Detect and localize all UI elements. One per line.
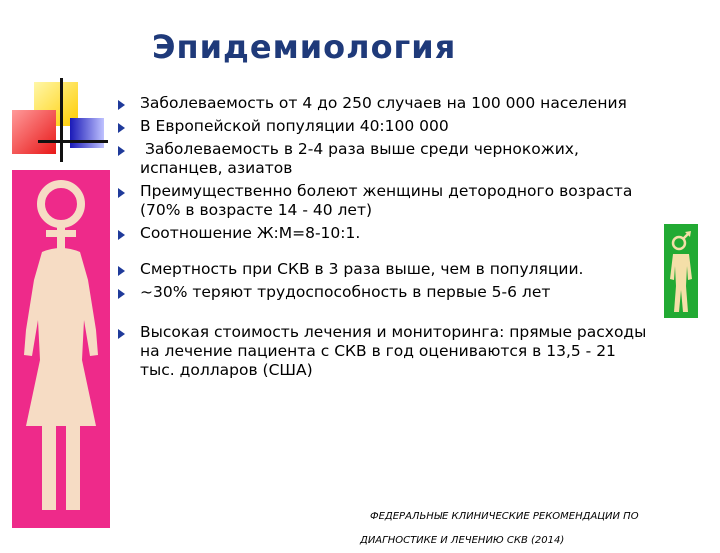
- bullet-text: Заболеваемость в 2-4 раза выше среди чернокожих, испанцев, азиатов: [140, 140, 584, 177]
- footnote-line-1: ФЕДЕРАЛЬНЫЕ КЛИНИЧЕСКИЕ РЕКОМЕНДАЦИИ ПО: [370, 511, 639, 522]
- list-item: [118, 140, 653, 178]
- bullet-marker-icon: [118, 266, 125, 276]
- list-item: [118, 260, 653, 279]
- bullet-marker-icon: [118, 188, 125, 198]
- list-item: [118, 323, 653, 380]
- bullet-marker-icon: [118, 100, 125, 110]
- bullet-list: [118, 94, 653, 380]
- bullet-text: Смертность при СКВ в 3 раза выше, чем в популяции.: [140, 260, 584, 278]
- bullet-marker-icon: [118, 329, 125, 339]
- bullet-marker-icon: [118, 123, 125, 133]
- list-item: [118, 283, 653, 302]
- color-blocks-decoration: [0, 0, 120, 170]
- bullet-marker-icon: [118, 289, 125, 299]
- bullet-marker-icon: [118, 230, 125, 240]
- bullet-text: Преимущественно болеют женщины детородного возраста (70% в возрасте 14 - 40 лет): [140, 182, 633, 219]
- bullet-text: Заболеваемость от 4 до 250 случаев на 100 000 населения: [140, 94, 627, 112]
- bullet-text: ~30% теряют трудоспособность в первые 5-6 лет: [140, 283, 551, 301]
- list-item: [118, 224, 653, 243]
- bullet-text: Высокая стоимость лечения и мониторинга: прямые расходы на лечение пациента с СКВ в год оцениваются в 13,5 - 21 тыс. долларов (США): [140, 323, 647, 379]
- bullet-marker-icon: [118, 146, 125, 156]
- page-title: Эпидемиология: [152, 28, 457, 66]
- footnote-line-2: ДИАГНОСТИКЕ И ЛЕЧЕНИЮ СКВ (2014): [360, 535, 565, 546]
- list-item: [118, 182, 653, 220]
- list-item: [118, 117, 653, 136]
- bullet-text: Соотношение Ж:М=8-10:1.: [140, 224, 361, 242]
- bullet-text: В Европейской популяции 40:100 000: [140, 117, 449, 135]
- list-item: [118, 94, 653, 113]
- female-figure-icon: [12, 170, 110, 528]
- source-footnote: [360, 505, 710, 553]
- male-figure-icon: [664, 224, 698, 318]
